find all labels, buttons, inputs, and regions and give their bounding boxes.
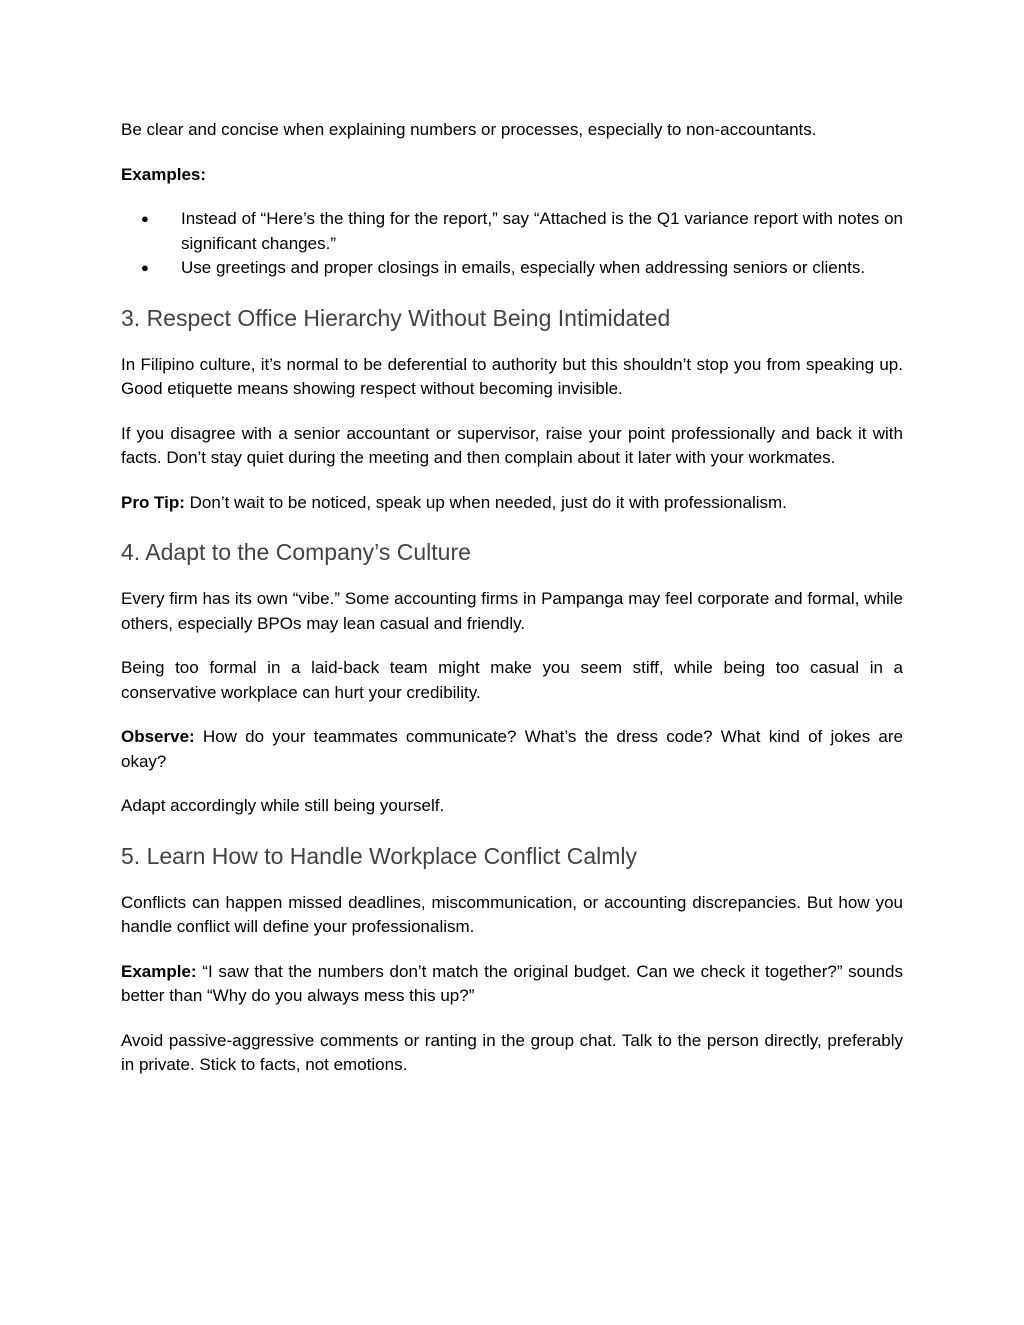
section-3-paragraph-1: In Filipino culture, it’s normal to be deferential to authority but this shouldn’t stop you from speaking up. Good etiquette means showing respect without becoming invisible.: [121, 354, 903, 398]
section-5-heading: 5. Learn How to Handle Workplace Conflict Calmly: [121, 842, 638, 869]
observe-text: How do your teammates communicate? What’s the dress code? What kind of jokes are okay?: [121, 727, 903, 771]
observe-paragraph: [121, 725, 903, 774]
section-5-paragraph-2: Avoid passive-aggressive comments or ranting in the group chat. Talk to the person directly, preferably in private. Stick to facts, not emotions.: [121, 1030, 903, 1074]
bullet-icon: ●: [141, 211, 149, 226]
section-4-heading: 4. Adapt to the Company’s Culture: [121, 539, 471, 565]
section-4-paragraph-2: Being too formal in a laid-back team might make you seem stiff, while being too casual in a conservative workplace can hurt your credibility.: [121, 658, 903, 702]
example-label: Example:: [121, 961, 197, 981]
list-item: [121, 207, 903, 256]
section-4-paragraph-3: Adapt accordingly while still being yourself.: [121, 796, 445, 815]
bullet-icon: ●: [141, 260, 149, 275]
pro-tip-text: Don’t wait to be noticed, speak up when needed, just do it with professionalism.: [184, 492, 787, 512]
section-3-heading: 3. Respect Office Hierarchy Without Being Intimidated: [121, 304, 671, 331]
section-4-paragraph-1: Every firm has its own “vibe.” Some accounting firms in Pampanga may feel corporate and formal, while others, especially BPOs may lean casual and friendly.: [121, 589, 903, 633]
examples-list: [121, 207, 903, 281]
document-page: [121, 118, 903, 1078]
intro-paragraph: Be clear and concise when explaining numbers or processes, especially to non-accountants.: [121, 120, 817, 139]
example-paragraph: [121, 960, 903, 1009]
pro-tip-paragraph: [121, 491, 903, 516]
pro-tip-label: Pro Tip:: [121, 492, 185, 512]
list-item-text: Use greetings and proper closings in emails, especially when addressing seniors or clients.: [181, 258, 866, 277]
section-3-paragraph-2: If you disagree with a senior accountant or supervisor, raise your point professionally and back it with facts. Don’t stay quiet during the meeting and then complain about it later with your workmates.: [121, 423, 903, 467]
example-text: “I saw that the numbers don’t match the original budget. Can we check it together?” sounds better than “Why do you always mess this up?”: [121, 961, 903, 1005]
observe-label: Observe:: [121, 727, 195, 746]
section-5-paragraph-1: Conflicts can happen missed deadlines, miscommunication, or accounting discrepancies. But how you handle conflict will define your professionalism.: [121, 892, 903, 936]
list-item: [121, 256, 903, 281]
examples-label: Examples:: [121, 164, 207, 184]
list-item-text: Instead of “Here’s the thing for the report,” say “Attached is the Q1 variance report with notes on significant changes.”: [181, 209, 903, 253]
